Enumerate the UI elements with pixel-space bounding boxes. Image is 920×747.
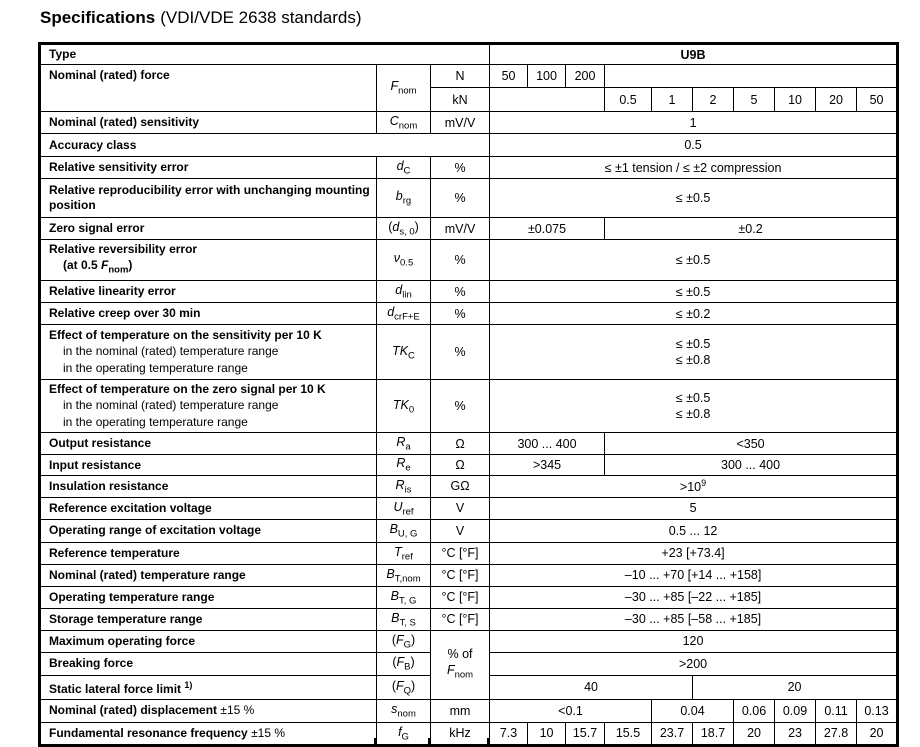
footnote-marker: 1) xyxy=(184,679,193,690)
spec-value: >200 xyxy=(490,652,898,675)
spec-label: Nominal (rated) sensitivity xyxy=(40,112,377,134)
spec-unit: °C [°F] xyxy=(431,586,490,608)
symbol-subscript: crF+E xyxy=(394,311,420,323)
spec-symbol xyxy=(377,65,431,112)
row-reproducibility xyxy=(40,179,898,218)
symbol-letter: R xyxy=(396,456,406,471)
symbol-letter: d xyxy=(392,219,400,234)
symbol-subscript: lin xyxy=(402,289,412,301)
spec-unit: mm xyxy=(431,699,490,722)
spec-symbol xyxy=(377,564,431,586)
row-zero-signal xyxy=(40,218,898,240)
tolerance-suffix: ±15 % xyxy=(251,725,286,740)
spec-unit: V xyxy=(431,497,490,519)
spec-value: 300 ... 400 xyxy=(490,433,605,455)
type-label: Type xyxy=(40,44,490,65)
symbol-subscript: ref xyxy=(402,506,414,518)
spec-value: 0.13 xyxy=(857,699,898,722)
spec-value: 23.7 xyxy=(652,722,693,745)
spec-value: ≤ ±0.5 xyxy=(490,240,898,281)
spec-value: 100 xyxy=(528,65,566,88)
spec-value: 5 xyxy=(734,88,775,112)
row-sensitivity xyxy=(40,112,898,134)
label-line3: in the operating temperature range xyxy=(63,360,248,375)
spec-symbol xyxy=(377,475,431,497)
spec-value: 120 xyxy=(490,630,898,652)
spec-label: Maximum operating force xyxy=(40,630,377,652)
spec-symbol xyxy=(377,112,431,134)
spec-label: Operating temperature range xyxy=(40,586,377,608)
spec-value: 0.09 xyxy=(775,699,816,722)
symbol-subscript: 0 xyxy=(408,404,415,416)
spec-value: 27.8 xyxy=(816,722,857,745)
symbol-letter: T xyxy=(394,544,402,559)
spec-value: 0.5 xyxy=(605,88,652,112)
spec-symbol xyxy=(377,240,431,281)
spec-unit: % xyxy=(431,281,490,303)
symbol-letter: F xyxy=(395,632,404,647)
spec-symbol xyxy=(377,497,431,519)
spec-label: Relative reproducibility error with unchanging mounting position xyxy=(40,179,377,218)
symbol-subscript: B xyxy=(404,661,411,673)
row-insulation-resistance xyxy=(40,475,898,497)
row-temp-effect-sensitivity xyxy=(40,325,898,380)
spec-label: Storage temperature range xyxy=(40,608,377,630)
symbol-subscript: T, G xyxy=(398,595,417,607)
spec-value: 20 xyxy=(816,88,857,112)
row-displacement xyxy=(40,699,898,722)
spec-value: 10 xyxy=(528,722,566,745)
spec-unit: Ω xyxy=(431,455,490,476)
symbol-subscript: C xyxy=(408,350,415,362)
row-input-resistance xyxy=(40,455,898,476)
spec-symbol xyxy=(377,519,431,542)
spec-label: Operating range of excitation voltage xyxy=(40,519,377,542)
spec-label: Breaking force xyxy=(40,652,377,675)
symbol-subscript: T, S xyxy=(399,617,416,629)
spec-label xyxy=(40,325,377,380)
spec-label: Relative sensitivity error xyxy=(40,157,377,179)
spec-label xyxy=(40,240,377,281)
spec-value: –30 ... +85 [–58 ... +185] xyxy=(490,608,898,630)
spec-unit: N xyxy=(431,65,490,88)
spec-value: 5 xyxy=(490,497,898,519)
row-resonance-frequency xyxy=(40,722,898,745)
table-continuation-border xyxy=(428,738,430,747)
spec-unit: kHz xyxy=(431,722,490,745)
row-reference-temperature xyxy=(40,542,898,564)
spec-value: 300 ... 400 xyxy=(605,455,898,476)
spec-value-empty xyxy=(605,65,898,88)
symbol-letter: R xyxy=(395,477,405,492)
symbol-subscript: G xyxy=(403,639,412,651)
spec-value: 50 xyxy=(857,88,898,112)
title-main: Specifications xyxy=(40,8,156,27)
spec-symbol: $(F_B)$ xyxy=(377,652,431,675)
spec-value: 0.06 xyxy=(734,699,775,722)
spec-value: 10 xyxy=(775,88,816,112)
type-value: U9B xyxy=(490,44,898,65)
spec-label: Reference excitation voltage xyxy=(40,497,377,519)
row-sensitivity-error xyxy=(40,157,898,179)
spec-value: 0.5 ... 12 xyxy=(490,519,898,542)
symbol-letter: f xyxy=(398,724,402,739)
spec-unit: °C [°F] xyxy=(431,564,490,586)
spec-symbol xyxy=(377,325,431,380)
spec-unit: °C [°F] xyxy=(431,608,490,630)
spec-symbol xyxy=(377,179,431,218)
spec-unit: °C [°F] xyxy=(431,542,490,564)
value-line1: ≤ ±0.5 xyxy=(675,390,711,405)
spec-unit: % xyxy=(431,325,490,380)
symbol-letter: d xyxy=(395,283,403,298)
symbol-subscript: T,nom xyxy=(394,573,421,585)
spec-symbol xyxy=(377,699,431,722)
spec-label: Zero signal error xyxy=(40,218,377,240)
spec-value: ≤ ±1 tension / ≤ ±2 compression xyxy=(490,157,898,179)
spec-unit: V xyxy=(431,519,490,542)
label-line1: Effect of temperature on the sensitivity per 10 K xyxy=(49,328,322,343)
symbol-paren: ) xyxy=(414,219,419,234)
spec-label: Nominal (rated) displacement ±15 % xyxy=(40,699,377,722)
spec-value: 7.3 xyxy=(490,722,528,745)
symbol-subscript: ref xyxy=(401,551,413,563)
symbol-subscript: e xyxy=(405,462,411,474)
symbol-letter: B xyxy=(389,522,398,537)
spec-symbol xyxy=(377,433,431,455)
spec-value: 20 xyxy=(693,675,898,699)
label-line1: Relative reversibility error xyxy=(49,242,198,256)
symbol-letter: d xyxy=(396,158,404,173)
spec-unit-merged: % of $F_{nom}$ xyxy=(431,630,490,699)
symbol-letter: TK xyxy=(392,343,409,358)
spec-value: 0.5 xyxy=(490,134,898,157)
spec-value: 2 xyxy=(693,88,734,112)
tolerance-suffix: ±15 % xyxy=(220,703,255,718)
spec-unit: % xyxy=(431,240,490,281)
spec-symbol xyxy=(377,303,431,325)
spec-label: Fundamental resonance frequency ±15 % xyxy=(40,722,377,745)
row-reversibility xyxy=(40,240,898,281)
label-line2: in the nominal (rated) temperature range xyxy=(63,398,279,413)
spec-value: 0.11 xyxy=(816,699,857,722)
symbol-letter: B xyxy=(391,610,400,625)
spec-value: ±0.075 xyxy=(490,218,605,240)
spec-label: Insulation resistance xyxy=(40,475,377,497)
spec-symbol xyxy=(377,608,431,630)
symbol-letter: F xyxy=(396,655,405,670)
title-standard: (VDI/VDE 2638 standards) xyxy=(160,8,362,27)
spec-value: ≤ ±0.2 xyxy=(490,303,898,325)
spec-label: Nominal (rated) force xyxy=(40,65,377,112)
spec-label: Static lateral force limit $^{1)}$ xyxy=(40,675,377,699)
row-reference-excitation xyxy=(40,497,898,519)
spec-value: 50 xyxy=(490,65,528,88)
spec-unit: % xyxy=(431,303,490,325)
spec-symbol: $(F_Q)$ xyxy=(377,675,431,699)
spec-label: Accuracy class xyxy=(40,134,490,157)
symbol-subscript: C xyxy=(403,165,411,177)
spec-unit: % xyxy=(431,179,490,218)
symbol-letter: TK xyxy=(392,397,409,412)
spec-label: Reference temperature xyxy=(40,542,377,564)
symbol-letter: b xyxy=(395,189,403,204)
table-continuation-border xyxy=(38,738,41,747)
symbol-letter: C xyxy=(389,113,399,128)
symbol-subscript: Q xyxy=(403,685,412,697)
spec-unit: Ω xyxy=(431,433,490,455)
spec-value: 40 xyxy=(490,675,693,699)
row-operating-temp-range xyxy=(40,586,898,608)
row-nominal-temp-range xyxy=(40,564,898,586)
row-max-operating-force xyxy=(40,630,898,652)
spec-value: 20 xyxy=(857,722,898,745)
spec-value: 15.7 xyxy=(566,722,605,745)
row-temp-effect-zero xyxy=(40,380,898,433)
symbol-letter: B xyxy=(386,566,395,581)
spec-value: –30 ... +85 [–22 ... +185] xyxy=(490,586,898,608)
row-nominal-force-n xyxy=(40,65,898,88)
spec-value xyxy=(490,380,898,433)
spec-symbol xyxy=(377,281,431,303)
spec-value: $>10^9$ xyxy=(490,475,898,497)
specifications-table xyxy=(38,42,899,747)
spec-label: Relative linearity error xyxy=(40,281,377,303)
spec-symbol xyxy=(377,542,431,564)
label-line3: in the operating temperature range xyxy=(63,414,248,429)
spec-label: Relative creep over 30 min xyxy=(40,303,377,325)
row-excitation-range xyxy=(40,519,898,542)
symbol-subscript: a xyxy=(405,441,411,453)
spec-value: 1 xyxy=(652,88,693,112)
label-line1: Effect of temperature on the zero signal per 10 K xyxy=(49,382,326,397)
row-linearity xyxy=(40,281,898,303)
spec-value: 1 xyxy=(490,112,898,134)
label-line2: (at 0.5 $F_{nom}$) xyxy=(63,258,133,276)
symbol-subscript: nom xyxy=(398,85,417,97)
symbol-letter: B xyxy=(390,588,399,603)
spec-value: 200 xyxy=(566,65,605,88)
table-continuation-border xyxy=(487,738,489,747)
symbol-subscript: G xyxy=(401,731,409,743)
value-line2: ≤ ±0.8 xyxy=(675,353,711,368)
spec-symbol xyxy=(377,380,431,433)
spec-value: 20 xyxy=(734,722,775,745)
symbol-subscript: rg xyxy=(402,195,412,207)
spec-unit: mV/V xyxy=(431,112,490,134)
spec-value: 15.5 xyxy=(605,722,652,745)
spec-label xyxy=(40,380,377,433)
spec-label: Output resistance xyxy=(40,433,377,455)
spec-unit: % xyxy=(431,380,490,433)
spec-unit: mV/V xyxy=(431,218,490,240)
spec-symbol: $(F_G)$ xyxy=(377,630,431,652)
symbol-subscript: nom xyxy=(398,120,418,132)
spec-value-empty xyxy=(490,88,605,112)
value-exponent: 9 xyxy=(701,478,707,489)
symbol-subscript: U, G xyxy=(397,528,418,540)
spec-value xyxy=(490,325,898,380)
page-title xyxy=(40,7,362,29)
spec-label: Input resistance xyxy=(40,455,377,476)
spec-value: –10 ... +70 [+14 ... +158] xyxy=(490,564,898,586)
table-continuation-border xyxy=(374,738,376,747)
spec-value: ±0.2 xyxy=(605,218,898,240)
spec-label: Nominal (rated) temperature range xyxy=(40,564,377,586)
spec-value: <350 xyxy=(605,433,898,455)
spec-symbol xyxy=(377,157,431,179)
spec-symbol xyxy=(377,455,431,476)
symbol-subscript: is xyxy=(404,484,412,496)
row-accuracy xyxy=(40,134,898,157)
value-line2: ≤ ±0.8 xyxy=(675,407,711,422)
row-type xyxy=(40,44,898,65)
row-creep xyxy=(40,303,898,325)
spec-symbol xyxy=(377,218,431,240)
label-line2: in the nominal (rated) temperature range xyxy=(63,344,279,359)
symbol-letter: ν xyxy=(393,251,401,266)
spec-value: 0.04 xyxy=(652,699,734,722)
row-output-resistance xyxy=(40,433,898,455)
symbol-letter: U xyxy=(393,499,403,514)
spec-symbol xyxy=(377,586,431,608)
symbol-subscript: 0.5 xyxy=(400,257,414,269)
spec-unit: kN xyxy=(431,88,490,112)
symbol-letter: F xyxy=(395,678,404,693)
symbol-letter: d xyxy=(387,305,395,320)
symbol-subscript: nom xyxy=(397,708,416,720)
symbol-letter: R xyxy=(396,435,406,450)
spec-value: 23 xyxy=(775,722,816,745)
spec-value: 18.7 xyxy=(693,722,734,745)
spec-symbol xyxy=(377,722,431,745)
spec-value: <0.1 xyxy=(490,699,652,722)
row-storage-temp-range xyxy=(40,608,898,630)
symbol-paren: ( xyxy=(388,219,393,234)
symbol-subscript: s, 0 xyxy=(399,226,415,238)
symbol-letter: F xyxy=(390,79,399,94)
spec-unit: % xyxy=(431,157,490,179)
value-line1: ≤ ±0.5 xyxy=(675,336,711,351)
spec-value: ≤ ±0.5 xyxy=(490,281,898,303)
spec-value: +23 [+73.4] xyxy=(490,542,898,564)
spec-unit: GΩ xyxy=(431,475,490,497)
spec-value: >345 xyxy=(490,455,605,476)
spec-value: ≤ ±0.5 xyxy=(490,179,898,218)
symbol-letter: s xyxy=(391,702,398,717)
